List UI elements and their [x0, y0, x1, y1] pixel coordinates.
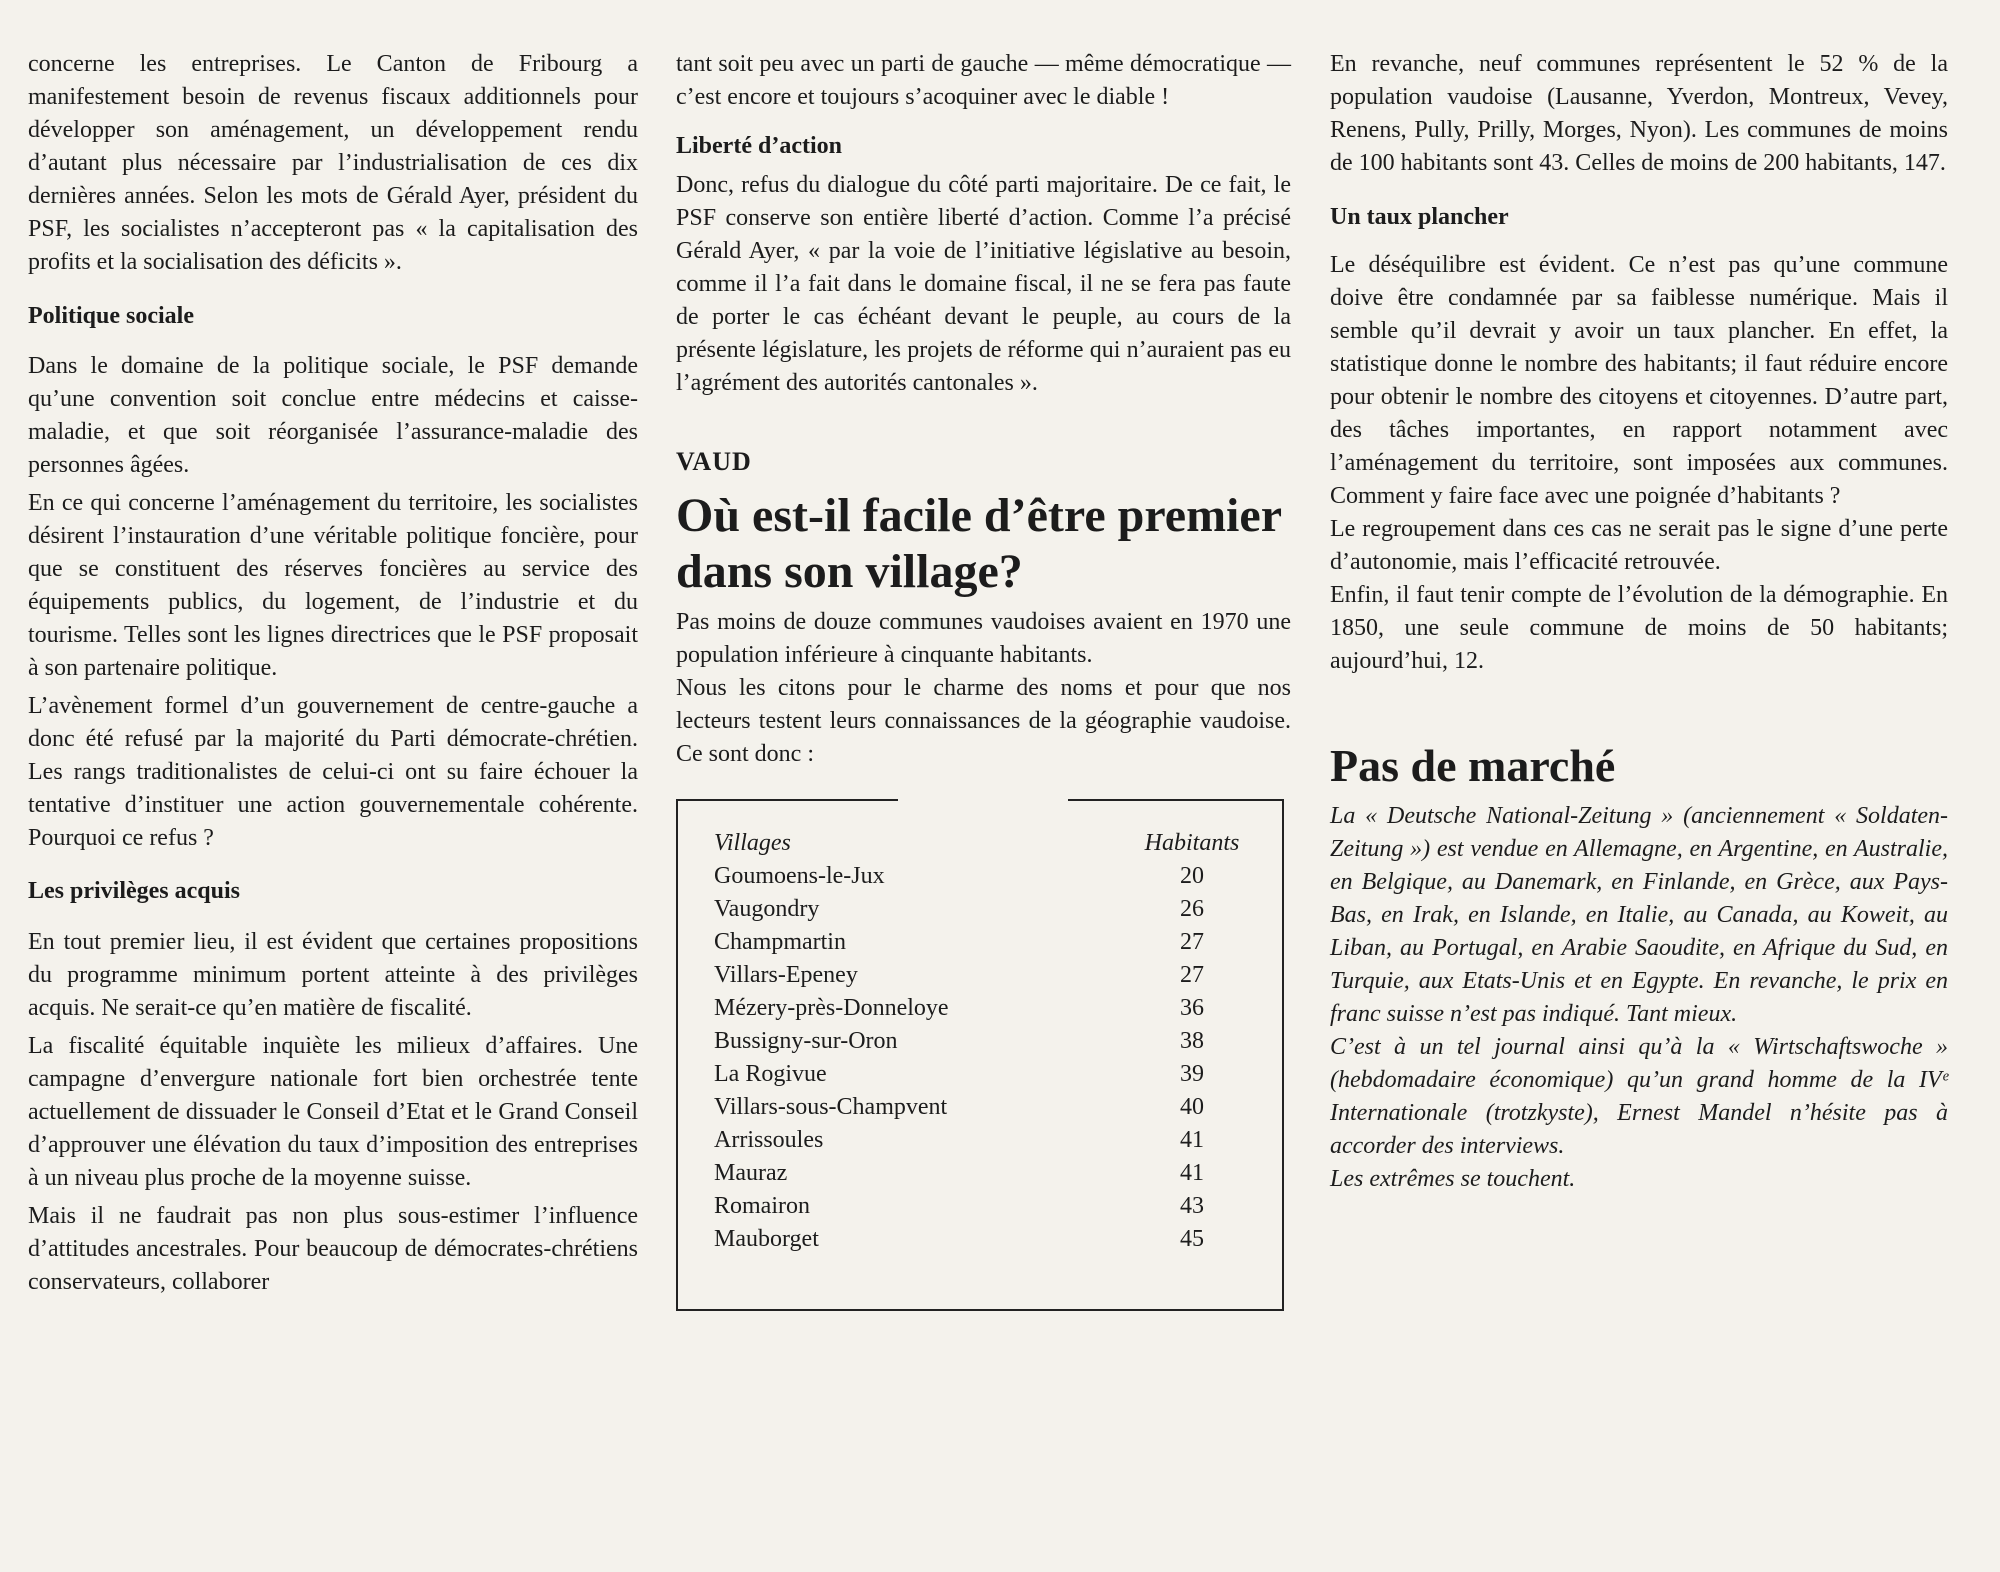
subheading-politique-sociale: Politique sociale	[28, 303, 194, 329]
table-row	[714, 1157, 1252, 1190]
paragraph: L’avènement formel d’un gouvernement de centre-gauche a donc été refusé par la majorité du Parti démocrate-chrétien. Les rangs traditionalistes de celui-ci ont su faire échouer la tentative d’instituer une action gouvernementale cohérente. Pourquoi ce refus ?	[28, 693, 638, 851]
villages-table	[676, 799, 1284, 1311]
village-population: 36	[1180, 995, 1204, 1021]
paragraph: Nous les citons pour le charme des noms et pour que nos lecteurs testent leurs connaissances de la géographie vaudoise. Ce sont donc :	[676, 675, 1291, 767]
village-population: 40	[1180, 1094, 1204, 1120]
paragraph: Dans le domaine de la politique sociale, le PSF demande qu’une convention soit conclue entre médecins et caisse-maladie, et que soit réorganisée l’assurance-maladie des personnes âgées.	[28, 353, 638, 478]
village-name: Goumoens-le-Jux	[714, 863, 885, 889]
paragraph: Donc, refus du dialogue du côté parti majoritaire. De ce fait, le PSF conserve son entière liberté d’action. Comme l’a précisé Gérald Ayer, « par la voie de l’initiative législative au besoin, comme il l’a fait dans le domaine fiscal, il ne se fera pas faute de porter le cas échéant devant le peuple, au cours de la présente législature, les projets de réforme qui n’auraient pas eu l’agrément des autorités cantonales ».	[676, 172, 1291, 396]
column-left	[28, 48, 638, 1299]
header-habitants: Habitants	[1144, 830, 1240, 856]
table-row	[714, 1190, 1252, 1223]
paragraph: Enfin, il faut tenir compte de l’évolution de la démographie. En 1850, une seule commune de moins de 50 habitants; aujourd’hui, 12.	[1330, 582, 1948, 674]
table-row	[714, 860, 1252, 893]
village-population: 45	[1180, 1226, 1204, 1252]
table-border	[1068, 799, 1284, 801]
table-row	[714, 1124, 1252, 1157]
subheading-taux-plancher: Un taux plancher	[1330, 204, 1509, 230]
section-kicker: VAUD	[676, 447, 752, 476]
paragraph: La « Deutsche National-Zeitung » (anciennement « Soldaten-Zeitung ») est vendue en Allemagne, en Argentine, en Australie, en Belgique, au Danemark, en Finlande, en Grèce, aux Pays-Bas, en Irak, en Islande, en Italie, au Canada, au Koweit, au Liban, au Portugal, en Arabie Saoudite, en Afrique du Sud, en Turquie, aux Etats-Unis et en Egypte. En revanche, le prix en franc suisse n’est pas indiqué. Tant mieux.	[1330, 803, 1948, 1027]
table-row	[714, 1091, 1252, 1124]
table-body	[714, 860, 1252, 1256]
paragraph: C’est à un tel journal ainsi qu’à la « Wirtschaftswoche » (hebdomadaire économique) qu’un grand homme de la IVᵉ Internationale (trotzkyste), Ernest Mandel n’hésite pas à accorder des interviews.	[1330, 1034, 1948, 1159]
subheading-privileges-acquis: Les privilèges acquis	[28, 878, 241, 904]
table-header	[714, 827, 1252, 860]
column-right	[1330, 48, 1948, 1196]
village-population: 41	[1180, 1127, 1204, 1153]
village-population: 27	[1180, 962, 1204, 988]
table-row	[714, 1058, 1252, 1091]
table-row	[714, 959, 1252, 992]
article-headline: Où est-il facile d’être premier dans son village?	[676, 489, 1282, 598]
header-villages: Villages	[714, 830, 791, 856]
village-name: La Rogivue	[714, 1061, 827, 1087]
table-border	[676, 799, 898, 801]
village-name: Romairon	[714, 1193, 810, 1219]
paragraph: En ce qui concerne l’aménagement du territoire, les socialistes désirent l’instauration d’une véritable politique foncière, pour que se constituent des réserves foncières au service des équipements publics, du logement, de l’industrie et du tourisme. Telles sont les lignes directrices que le PSF proposait à son partenaire politique.	[28, 490, 638, 681]
village-name: Villars-sous-Champvent	[714, 1094, 948, 1120]
article-headline-pas-de-marche: Pas de marché	[1330, 740, 1616, 791]
table-row	[714, 992, 1252, 1025]
table-row	[714, 893, 1252, 926]
village-population: 38	[1180, 1028, 1204, 1054]
subheading-liberte-action: Liberté d’action	[676, 133, 842, 159]
village-name: Villars-Epeney	[714, 962, 858, 988]
table-row	[714, 926, 1252, 959]
village-name: Champmartin	[714, 929, 846, 955]
village-name: Mauraz	[714, 1160, 788, 1186]
village-population: 43	[1180, 1193, 1204, 1219]
column-middle	[676, 48, 1291, 1311]
village-name: Mézery-près-Donneloye	[714, 995, 949, 1021]
village-name: Mauborget	[714, 1226, 819, 1252]
paragraph: La fiscalité équitable inquiète les milieux d’affaires. Une campagne d’envergure nationale fort bien orchestrée tente actuellement de dissuader le Conseil d’Etat et le Grand Conseil d’approuver une élévation du taux d’imposition des entreprises à un niveau plus proche de la moyenne suisse.	[28, 1033, 638, 1191]
table-row	[714, 1025, 1252, 1058]
paragraph: Les extrêmes se touchent.	[1330, 1166, 1576, 1192]
village-name: Bussigny-sur-Oron	[714, 1028, 898, 1054]
paragraph: Le déséquilibre est évident. Ce n’est pas qu’une commune doive être condamnée par sa faiblesse numérique. Mais il semble qu’il devrait y avoir un taux plancher. En effet, la statistique donne le nombre des habitants; il faut réduire encore pour obtenir le nombre des citoyens et citoyennes. D’autre part, des tâches importantes, en rapport notamment avec l’aménagement du territoire, sont imposées aux communes. Comment y faire face avec une poignée d’habitants ?	[1330, 252, 1948, 509]
paragraph: concerne les entreprises. Le Canton de Fribourg a manifestement besoin de revenus fiscaux additionnels pour développer son aménagement, un développement rendu d’autant plus nécessaire par l’industrialisation de ces dix dernières années. Selon les mots de Gérald Ayer, président du PSF, les socialistes n’accepteront pas « la capitalisation des profits et la socialisation des déficits ».	[28, 51, 638, 275]
paragraph: Le regroupement dans ces cas ne serait pas le signe d’une perte d’autonomie, mais l’efficacité retrouvée.	[1330, 516, 1948, 575]
paragraph: En tout premier lieu, il est évident que certaines propositions du programme minimum portent atteinte à des privilèges acquis. Ne serait-ce qu’en matière de fiscalité.	[28, 929, 638, 1021]
paragraph: Mais il ne faudrait pas non plus sous-estimer l’influence d’attitudes ancestrales. Pour beaucoup de démocrates-chrétiens conservateurs, collaborer	[28, 1203, 638, 1295]
paragraph: tant soit peu avec un parti de gauche — même démocratique — c’est encore et toujours s’acoquiner avec le diable !	[676, 51, 1291, 110]
table-row	[714, 1223, 1252, 1256]
village-population: 41	[1180, 1160, 1204, 1186]
village-name: Arrissoules	[714, 1127, 824, 1153]
village-population: 27	[1180, 929, 1204, 955]
village-population: 26	[1180, 896, 1204, 922]
paragraph: Pas moins de douze communes vaudoises avaient en 1970 une population inférieure à cinquante habitants.	[676, 609, 1291, 668]
village-name: Vaugondry	[714, 896, 820, 922]
village-population: 39	[1180, 1061, 1204, 1087]
paragraph: En revanche, neuf communes représentent le 52 % de la population vaudoise (Lausanne, Yverdon, Montreux, Vevey, Renens, Pully, Prilly, Morges, Nyon). Les communes de moins de 100 habitants sont 43. Celles de moins de 200 habitants, 147.	[1330, 51, 1948, 176]
village-population: 20	[1180, 863, 1204, 889]
